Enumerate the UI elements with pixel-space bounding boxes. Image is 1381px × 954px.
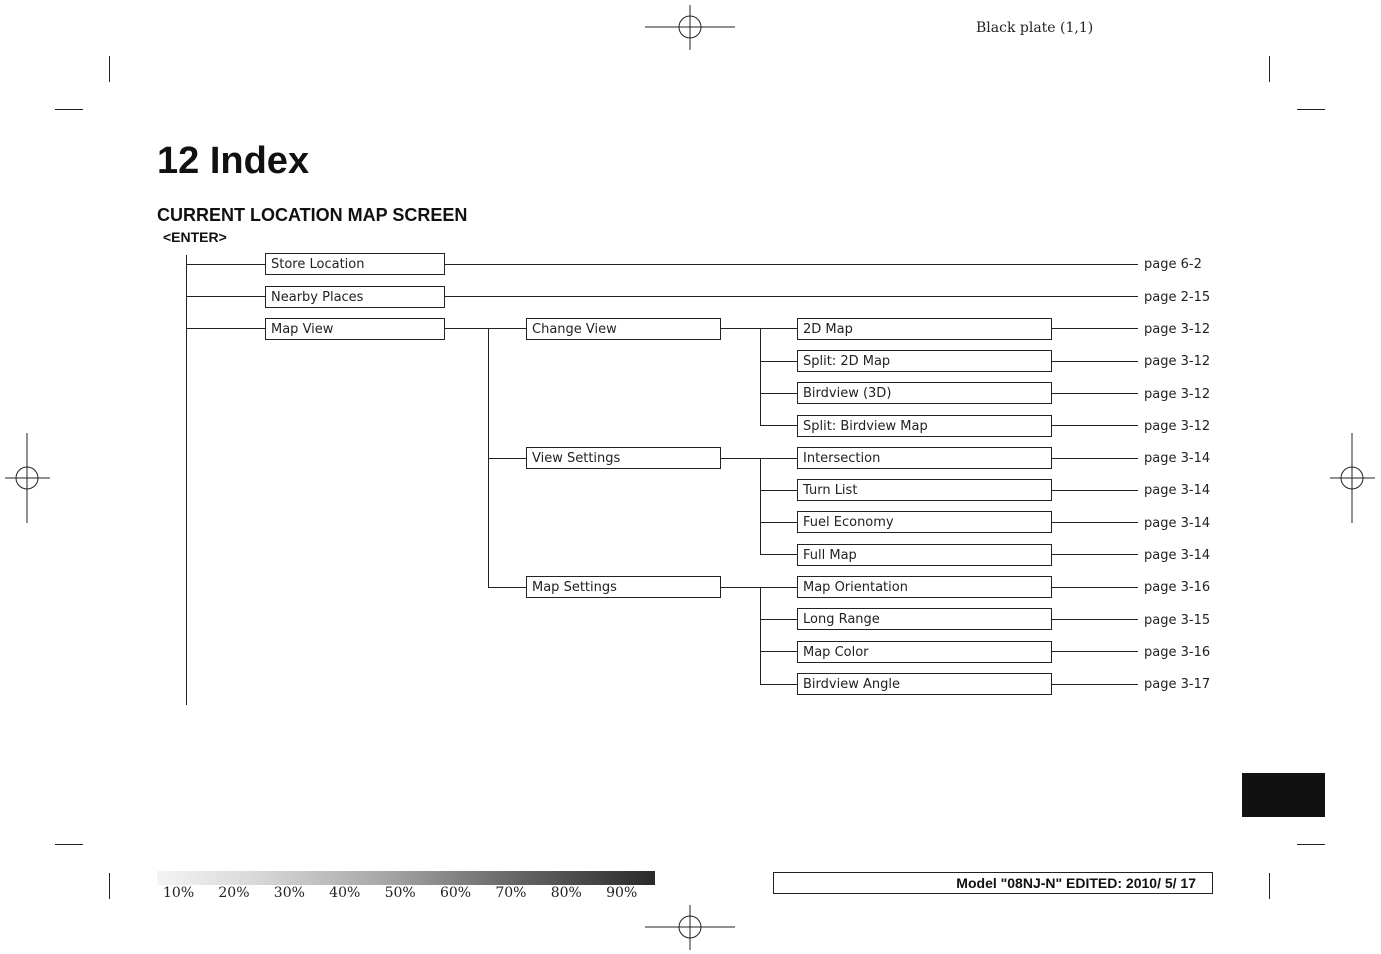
scale-label: 10%	[163, 885, 195, 901]
registration-mark-top-icon	[645, 5, 735, 50]
page-ref: page 3-12	[1144, 419, 1211, 434]
registration-mark-left-icon	[5, 433, 50, 523]
page-ref: page 3-14	[1144, 451, 1211, 466]
plate-label: Black plate (1,1)	[976, 20, 1094, 36]
node-map-view: Map View	[265, 318, 445, 340]
page-ref: page 3-12	[1144, 322, 1211, 337]
scale-label: 30%	[273, 885, 305, 901]
page-ref: page 3-16	[1144, 645, 1211, 660]
page-ref: page 3-14	[1144, 516, 1211, 531]
node-birdview-angle: Birdview Angle	[797, 673, 1052, 695]
node-fuel-economy: Fuel Economy	[797, 511, 1052, 533]
node-map-color: Map Color	[797, 641, 1052, 663]
page-ref: page 3-12	[1144, 387, 1211, 402]
node-long-range: Long Range	[797, 608, 1052, 630]
page-ref: page 3-17	[1144, 677, 1211, 692]
scale-label: 20%	[218, 885, 250, 901]
node-2d-map: 2D Map	[797, 318, 1052, 340]
page-ref: page 6-2	[1144, 257, 1202, 272]
root-label: <ENTER>	[163, 229, 227, 245]
node-map-orientation: Map Orientation	[797, 576, 1052, 598]
node-turn-list: Turn List	[797, 479, 1052, 501]
page-ref: page 3-12	[1144, 354, 1211, 369]
node-split-2d-map: Split: 2D Map	[797, 350, 1052, 372]
node-full-map: Full Map	[797, 544, 1052, 566]
page-ref: page 2-15	[1144, 290, 1211, 305]
node-store-location: Store Location	[265, 253, 445, 275]
scale-label: 40%	[329, 885, 361, 901]
node-split-birdview-map: Split: Birdview Map	[797, 415, 1052, 437]
color-scale-labels	[163, 885, 663, 901]
node-intersection: Intersection	[797, 447, 1052, 469]
node-change-view: Change View	[526, 318, 721, 340]
node-view-settings: View Settings	[526, 447, 721, 469]
registration-mark-bottom-icon	[645, 905, 735, 950]
model-edited-label: Model "08NJ-N" EDITED: 2010/ 5/ 17	[773, 872, 1213, 894]
scale-label: 50%	[384, 885, 416, 901]
node-map-settings: Map Settings	[526, 576, 721, 598]
node-nearby-places: Nearby Places	[265, 286, 445, 308]
color-scale-bar	[157, 871, 655, 885]
section-title: CURRENT LOCATION MAP SCREEN	[157, 205, 468, 225]
scale-label: 60%	[439, 885, 472, 901]
registration-mark-right-icon	[1330, 433, 1375, 523]
page-ref: page 3-14	[1144, 483, 1211, 498]
scale-label: 70%	[495, 885, 527, 901]
scale-label: 90%	[606, 885, 638, 901]
page-ref: page 3-15	[1144, 613, 1211, 628]
page-title: 12 Index	[157, 140, 310, 182]
chapter-tab-marker	[1242, 773, 1325, 817]
scale-label: 80%	[550, 885, 582, 901]
page-ref: page 3-16	[1144, 580, 1211, 595]
node-birdview-3d: Birdview (3D)	[797, 382, 1052, 404]
page-ref: page 3-14	[1144, 548, 1211, 563]
